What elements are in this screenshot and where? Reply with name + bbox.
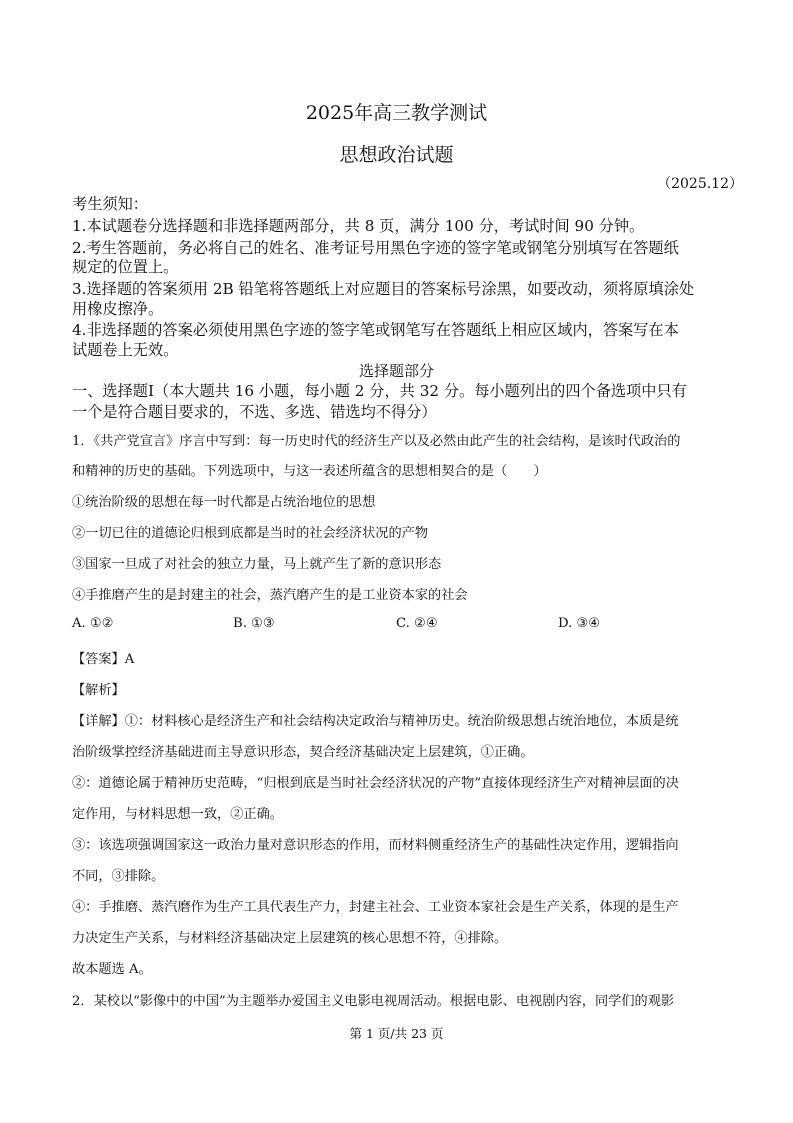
- question-2-stem: 2．某校以“影像中的中国”为主题举办爱国主义电影电视周活动。根据电影、电视剧内容，同学们的观影: [72, 994, 675, 1009]
- detail-label: 【详解】: [72, 714, 125, 729]
- answer-label: 【答案】: [72, 652, 125, 667]
- statement-item: ①统治阶级的思想在每一时代都是占统治地位的思想: [72, 495, 376, 510]
- detail-line: 治阶级掌控经济基础进而主导意识形态，契合经济基础决定上层建筑，①正确。: [72, 745, 534, 760]
- notice-line: 用橡皮擦净。: [72, 300, 164, 318]
- detail-line: ③：该选项强调国家这一政治力量对意识形态的作用，而材料侧重经济生产的基础性决定作用，逻辑指向: [72, 838, 679, 853]
- option-d: D. ③④: [558, 616, 601, 631]
- answer-value: A: [124, 652, 135, 667]
- answer-line: [72, 648, 134, 667]
- detail-line: 定作用，与材料思想一致，②正确。: [72, 807, 283, 822]
- detail-line: ②：道德论属于精神历史范畴，“归根到底是当时社会经济状况的产物”直接体现经济生产对精神层面的决: [72, 776, 679, 791]
- conclusion-line: 故本题选 A。: [72, 962, 152, 977]
- option-b: B. ①③: [233, 616, 275, 631]
- exam-date: （2025.12）: [657, 176, 743, 192]
- notice-line: 1.本试题卷分选择题和非选择题两部分，共 8 页，满分 100 分，考试时间 90 分钟。: [72, 217, 645, 235]
- exam-subtitle: 思想政治试题: [339, 144, 454, 166]
- detail-line: ④：手推磨、蒸汽磨作为生产工具代表生产力，封建主社会、工业资本家社会是生产关系，体现的是生产: [72, 900, 679, 915]
- notice-line: 3.选择题的答案须用 2B 铅笔将答题纸上对应题目的答案标号涂黑，如要改动，须将原填涂处: [72, 280, 695, 298]
- detail-line: [72, 710, 679, 729]
- statement-item: ②一切已往的道德论归根到底都是当时的社会经济状况的产物: [72, 526, 429, 541]
- section-instruction: 一、选择题Ⅰ（本大题共 16 小题，每小题 2 分，共 32 分。每小题列出的四个备选项中只有: [72, 382, 687, 400]
- detail-line: 力决定生产关系，与材料经济基础决定上层建筑的核心思想不符，④排除。: [72, 931, 508, 946]
- option-c: C. ②④: [396, 616, 438, 631]
- option-a: A. ①②: [72, 616, 114, 631]
- analysis-label: 【解析】: [72, 683, 125, 698]
- detail-text: ①：材料核心是经济生产和社会结构决定政治与精神历史。统治阶级思想占统治地位，本质是统: [124, 714, 679, 729]
- exam-title: 2025年高三教学测试: [305, 102, 488, 124]
- notice-line: 规定的位置上。: [72, 258, 179, 276]
- notice-line: 2.考生答题前，务必将自己的姓名、准考证号用黑色字迹的签字笔或钢笔分别填写在答题纸: [72, 239, 679, 257]
- statement-item: ④手推磨产生的是封建主的社会，蒸汽磨产生的是工业资本家的社会: [72, 588, 468, 603]
- notice-line: 试题卷上无效。: [72, 341, 179, 359]
- question-1-stem: 1．《共产党宣言》序言中写到：每一历史时代的经济生产以及必然由此产生的社会结构，是该时代政治的: [72, 434, 681, 449]
- section-instruction: 一个是符合题目要求的，不选、多选、错选均不得分）: [72, 403, 437, 421]
- statement-item: ③国家一旦成了对社会的独立力量，马上就产生了新的意识形态: [72, 557, 442, 572]
- page-number: 第 1 页/共 23 页: [349, 1026, 444, 1041]
- notice-line: 4.非选择题的答案必须使用黑色字迹的签字笔或钢笔写在答题纸上相应区域内，答案写在本: [72, 321, 679, 339]
- notice-heading: 考生须知：: [72, 195, 148, 213]
- question-1-stem: 和精神的历史的基础。下列选项中，与这一表述所蕴含的思想相契合的是（ ）: [72, 464, 547, 479]
- section-title: 选择题部分: [358, 362, 434, 380]
- detail-line: 不同，③排除。: [72, 869, 165, 884]
